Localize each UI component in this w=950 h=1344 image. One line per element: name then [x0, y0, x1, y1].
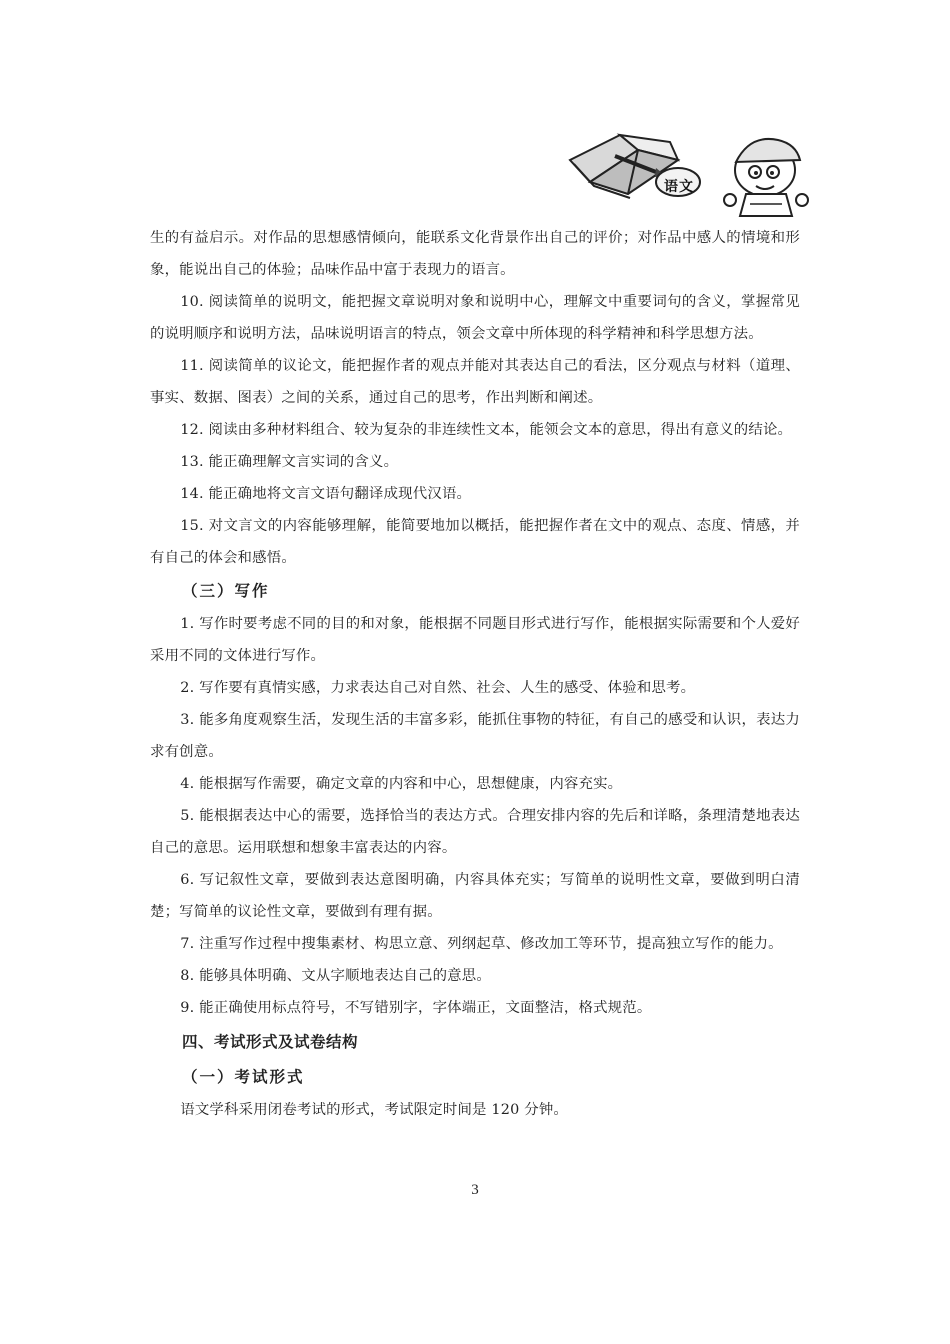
paragraph: 生的有益启示。对作品的思想感情倾向，能联系文化背景作出自己的评价；对作品中感人的情境和形象，能说出自己的体验；品味作品中富于表现力的语言。 — [150, 230, 800, 278]
document-body — [150, 222, 800, 1126]
writing-item: 7. 注重写作过程中搜集素材、构思立意、列纲起草、修改加工等环节，提高独立写作的能力。 — [180, 936, 783, 952]
paragraph: 11. 阅读简单的议论文，能把握作者的观点并能对其表达自己的看法，区分观点与材料（道理、事实、数据、图表）之间的关系，通过自己的思考，作出判断和阐述。 — [150, 358, 800, 406]
open-book-icon — [560, 120, 820, 220]
paragraph: 14. 能正确地将文言文语句翻译成现代汉语。 — [180, 486, 472, 502]
subject-badge-label: 语文 — [664, 179, 694, 195]
writing-item: 4. 能根据写作需要，确定文章的内容和中心，思想健康，内容充实。 — [180, 776, 623, 792]
paragraph: 10. 阅读简单的说明文，能把握文章说明对象和说明中心，理解文中重要词句的含义，掌握常见的说明顺序和说明方法，品味说明语言的特点，领会文章中所体现的科学精神和科学思想方法。 — [150, 294, 800, 342]
cartoon-boy-icon — [724, 139, 808, 216]
writing-item: 1. 写作时要考虑不同的目的和对象，能根据不同题目形式进行写作，能根据实际需要和个人爱好采用不同的文体进行写作。 — [150, 616, 800, 664]
writing-item: 9. 能正确使用标点符号，不写错别字，字体端正，文面整洁，格式规范。 — [180, 1000, 652, 1016]
exam-form-heading: （一）考试形式 — [182, 1068, 305, 1086]
writing-item: 3. 能多角度观察生活，发现生活的丰富多彩，能抓住事物的特征，有自己的感受和认识，表达力求有创意。 — [150, 712, 800, 760]
paragraph: 13. 能正确理解文言实词的含义。 — [180, 454, 399, 470]
writing-item: 5. 能根据表达中心的需要，选择恰当的表达方式。合理安排内容的先后和详略，条理清楚地表达自己的意思。运用联想和想象丰富表达的内容。 — [150, 808, 800, 856]
writing-heading: （三）写作 — [182, 582, 270, 600]
paragraph: 15. 对文言文的内容能够理解，能简要地加以概括，能把握作者在文中的观点、态度、情感，并有自己的体会和感悟。 — [150, 518, 800, 566]
writing-item: 2. 写作要有真情实感，力求表达自己对自然、社会、人生的感受、体验和思考。 — [180, 680, 696, 696]
section-four-title: 四、考试形式及试卷结构 — [182, 1033, 359, 1051]
paragraph: 12. 阅读由多种材料组合、较为复杂的非连续性文本，能领会文本的意思，得出有意义的结论。 — [180, 422, 793, 438]
exam-form-text: 语文学科采用闭卷考试的形式，考试限定时间是 120 分钟。 — [180, 1102, 569, 1118]
subject-header-art — [560, 120, 820, 220]
writing-item: 8. 能够具体明确、文从字顺地表达自己的意思。 — [180, 968, 491, 984]
page-number: 3 — [471, 1182, 479, 1198]
writing-item: 6. 写记叙性文章，要做到表达意图明确，内容具体充实；写简单的说明性文章，要做到明白清楚；写简单的议论性文章，要做到有理有据。 — [150, 872, 800, 920]
